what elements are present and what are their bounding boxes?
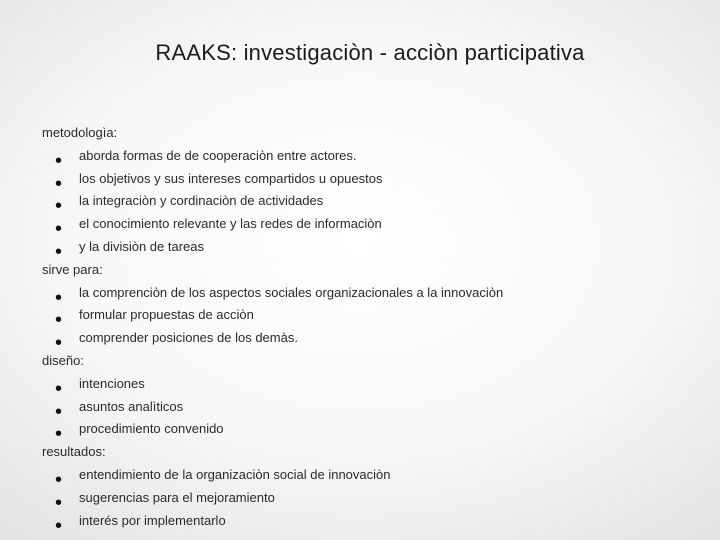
bullet-icon: • [55, 286, 63, 309]
section-label-metodologia: metodologìa: [42, 125, 118, 140]
section-label-resultados: resultados: [42, 444, 106, 460]
list-item-text: la integraciòn y cordinaciòn de actividades [79, 193, 324, 209]
slide-title: RAAKS: investigaciòn - acciòn participativa [155, 40, 585, 65]
list-item [42, 487, 702, 514]
list-item [42, 464, 702, 491]
list-item-text: la comprenciòn de los aspectos sociales organizacionales a la innovaciòn [79, 284, 504, 300]
bullet-icon: • [55, 195, 63, 218]
bullet-icon: • [55, 240, 63, 263]
list-item [42, 304, 702, 332]
bullet-icon: • [55, 468, 63, 491]
slide-content [42, 122, 702, 537]
list-item-text: intenciones [79, 375, 145, 391]
list-item-text: los objetivos y sus intereses compartidos u opuestos [79, 170, 383, 186]
list-item [42, 145, 702, 172]
list-item [42, 373, 702, 400]
section-label-diseno: diseño: [42, 352, 84, 368]
bullet-icon: • [55, 309, 63, 332]
bullet-icon: • [55, 332, 63, 355]
list-item [42, 213, 702, 241]
bullet-list-sirve-para [42, 282, 702, 355]
list-item [42, 327, 702, 355]
list-item-text: sugerencias para el mejoramiento [79, 489, 275, 505]
list-item-text: interés por implementarlo [79, 512, 226, 528]
list-item [42, 510, 702, 537]
bullet-icon: • [55, 172, 63, 195]
bullet-icon: • [55, 400, 63, 423]
list-item-text: el conocimiento relevante y las redes de informaciòn [79, 216, 382, 232]
list-item [42, 190, 702, 218]
list-item [42, 396, 702, 423]
list-item [42, 168, 702, 195]
list-item-text: y la divisiòn de tareas [79, 238, 205, 254]
bullet-list-metodologia [42, 145, 702, 263]
list-item-text: aborda formas de de cooperaciòn entre actores. [79, 147, 357, 163]
bullet-icon: • [55, 377, 63, 400]
list-item-text: procedimiento convenido [79, 421, 224, 437]
bullet-icon: • [55, 423, 63, 446]
section-label-sirve-para: sirve para: [42, 261, 103, 277]
list-item [42, 282, 702, 309]
list-item-text: entendimiento de la organizaciòn social de innovaciòn [79, 466, 391, 482]
list-item-text: formular propuestas de acciòn [79, 307, 254, 323]
bullet-icon: • [55, 491, 63, 514]
list-item [42, 236, 702, 263]
bullet-list-resultados [42, 464, 702, 537]
bullet-list-diseno [42, 373, 702, 446]
bullet-icon: • [55, 514, 63, 537]
list-item-text: asuntos analìticos [79, 398, 184, 414]
list-item-text: comprender posiciones de los demàs. [79, 330, 298, 346]
bullet-icon: • [55, 218, 63, 241]
bullet-icon: • [55, 149, 63, 172]
list-item [42, 418, 702, 446]
